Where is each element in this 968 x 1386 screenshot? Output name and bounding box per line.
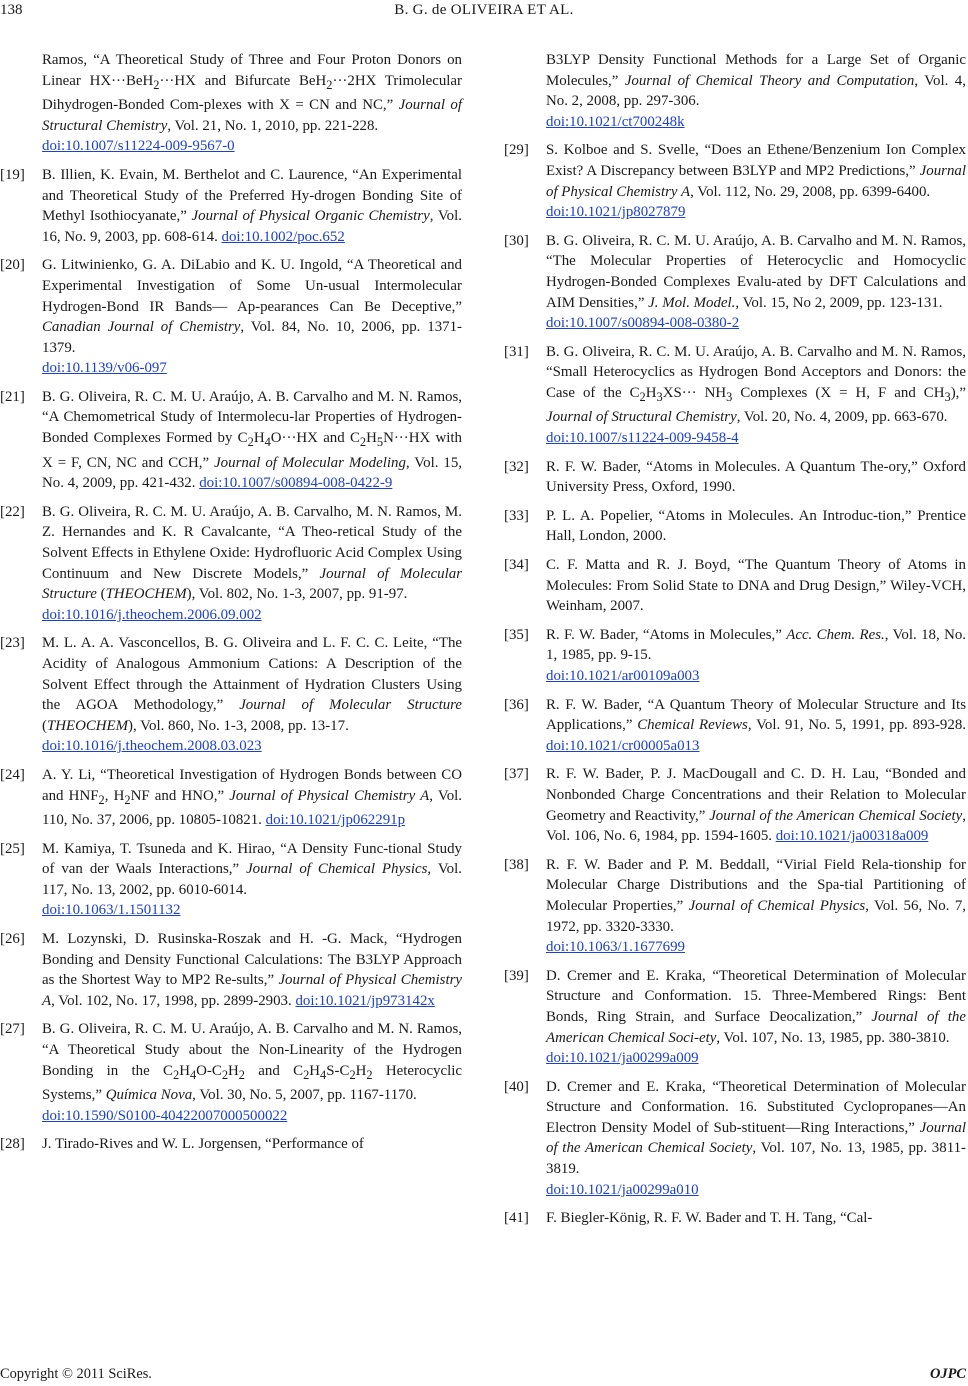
reference-text: P. L. A. Popelier, “Atoms in Molecules. An Introduc-tion,” Prentice Hall, London, 2000. bbox=[546, 507, 966, 545]
reference-item bbox=[0, 765, 462, 831]
reference-item bbox=[504, 625, 966, 687]
reference-continuation: B3LYP Density Functional Methods for a Large Set of Organic Molecules,” Journal of Chemical Theory and Computation, Vol. 4, No. 2, 2008, pp. 297-306. doi:10.1021/ct700248k bbox=[546, 52, 966, 130]
reference-number: [33] bbox=[504, 507, 529, 524]
reference-number: [41] bbox=[504, 1210, 529, 1227]
reference-text: R. F. W. Bader and P. M. Beddall, “Virial Field Rela-tionship for Molecular Charge Distributions and the Spa-tial Partitioning of Molecular Properties,” Journal of Chemical Physics, Vol. 56, No. 7, 1972, pp. 3320-3330. doi:10.1063/1.1677699 bbox=[546, 856, 966, 956]
reference-text: B. G. Oliveira, R. C. M. U. Araújo, A. B. Carvalho and M. N. Ramos, “Small Heterocyclics as Hydrogen Bond Acceptors and Donors: the Case of the $C_2H_3XS\cdot\cdot\cdot NH_3$ Complexes (X = H, F and $CH_3$),” Journal of Structural Chemistry, Vol. 20, No. 4, 2009, pp. 663-670. doi:10.1007/s11224-009-9458-4 bbox=[546, 343, 966, 447]
doi-link[interactable]: doi:10.1007/s00894-008-0422-9 bbox=[199, 475, 393, 492]
reference-number: [36] bbox=[504, 696, 529, 713]
reference-text: G. Litwinienko, G. A. DiLabio and K. U. Ingold, “A Theoretical and Experimental Investigation of Some Un-usual Intermolecular Hydrogen-Bond IR Bands— Ap-pearances Can Be Deceptive,” Canadian Journal of Chemistry, Vol. 84, No. 10, 2006, pp. 1371-1379. doi:10.1139/v06-097 bbox=[42, 257, 462, 377]
reference-item bbox=[0, 255, 462, 379]
reference-item bbox=[504, 855, 966, 958]
reference-number: [32] bbox=[504, 458, 529, 475]
reference-item bbox=[0, 839, 462, 921]
reference-number: [28] bbox=[0, 1136, 25, 1153]
doi-link[interactable]: doi:10.1590/S0100-40422007000500022 bbox=[42, 1107, 288, 1124]
reference-number: [25] bbox=[0, 840, 25, 857]
doi-link[interactable]: doi:10.1007/s11224-009-9458-4 bbox=[546, 430, 739, 447]
reference-text: M. L. A. A. Vasconcellos, B. G. Oliveira and L. F. C. C. Leite, “The Acidity of Analogous Ammonium Cations: A Description of the Solvent Effect through the Attainment of Hydration Clusters Using the AGOA Methodology,” Journal of Molecular Structure (THEOCHEM), Vol. 860, No. 1-3, 2008, pp. 13-17. doi:10.1016/j.theochem.2008.03.023 bbox=[42, 635, 462, 755]
reference-number: [31] bbox=[504, 343, 529, 360]
reference-item bbox=[0, 929, 462, 1011]
reference-number: [37] bbox=[504, 766, 529, 783]
reference-item bbox=[0, 1019, 462, 1126]
page-number: 138 bbox=[0, 2, 23, 18]
doi-link[interactable]: doi:10.1021/ja00318a009 bbox=[775, 828, 929, 845]
reference-item bbox=[0, 387, 462, 494]
reference-number: [29] bbox=[504, 142, 529, 159]
doi-link[interactable]: doi:10.1021/jp8027879 bbox=[546, 204, 686, 221]
reference-text: F. Biegler-König, R. F. W. Bader and T. H. Tang, “Cal- bbox=[546, 1210, 873, 1227]
reference-number: [23] bbox=[0, 635, 25, 652]
doi-link[interactable]: doi:10.1021/jp973142x bbox=[295, 992, 435, 1009]
doi-link[interactable]: doi:10.1063/1.1501132 bbox=[42, 902, 181, 919]
reference-text: J. Tirado-Rives and W. L. Jorgensen, “Performance of bbox=[42, 1136, 364, 1153]
reference-item bbox=[0, 502, 462, 626]
reference-text: B. G. Oliveira, R. C. M. U. Araújo, A. B. Carvalho and M. N. Ramos, “The Molecular Properties of Heterocyclic and Homocyclic Hydrogen-Bonded Complexes Evalu-ated by DFT Calculations and AIM Densities,” J. Mol. Model., Vol. 15, No 2, 2009, pp. 123-131. doi:10.1007/s00894-008-0380-2 bbox=[546, 232, 966, 332]
reference-number: [19] bbox=[0, 166, 25, 183]
reference-continuation: Ramos, “A Theoretical Study of Three and Four Proton Donors on Linear HX···BeH$_2$···HX and Bifurcate BeH$_2$···2HX Trimolecular Dihydrogen-Bonded Com-plexes with X = CN and NC,” Journal of Structural Chemistry, Vol. 21, No. 1, 2010, pp. 221-228. doi:10.1007/s11224-009-9567-0 bbox=[42, 52, 463, 155]
reference-text: R. F. W. Bader, P. J. MacDougall and C. D. H. Lau, “Bonded and Nonbonded Charge Concentrations and their Relation to Molecular Geometry and Reactivity,” Journal of the American Chemical Society, Vol. 106, No. 6, 1984, pp. 1594-1605. doi:10.1021/ja00318a009 bbox=[546, 766, 966, 845]
doi-link[interactable]: doi:10.1063/1.1677699 bbox=[546, 939, 685, 956]
page-header bbox=[0, 0, 968, 30]
doi-link[interactable]: doi:10.1139/v06-097 bbox=[42, 360, 167, 377]
doi-link[interactable]: doi:10.1016/j.theochem.2006.09.002 bbox=[42, 606, 262, 623]
doi-link[interactable]: doi:10.1021/ar00109a003 bbox=[546, 668, 700, 684]
copyright: Copyright © 2011 SciRes. bbox=[0, 1366, 152, 1382]
right-column bbox=[504, 50, 966, 1237]
doi-link[interactable]: doi:10.1021/ja00299a010 bbox=[546, 1181, 699, 1198]
reference-item bbox=[504, 695, 966, 757]
reference-text: B. G. Oliveira, R. C. M. U. Araújo, A. B. Carvalho and M. N. Ramos, “A Theoretical Study about the Non-Linearity of the Hydrogen Bonding in the $C_2H_4O-C_2H_2$ and $C_2H_4S-C_2H_2$ Heterocyclic Systems,” Química Nova, Vol. 30, No. 5, 2007, pp. 1167-1170. doi:10.1590/S0100-40422007000500022 bbox=[42, 1021, 462, 1124]
doi-link[interactable]: doi:10.1021/jp062291p bbox=[265, 812, 406, 829]
reference-item bbox=[504, 1208, 966, 1229]
reference-item bbox=[0, 165, 462, 247]
reference-item bbox=[504, 764, 966, 846]
reference-number: [24] bbox=[0, 766, 25, 783]
reference-text: R. F. W. Bader, “A Quantum Theory of Molecular Structure and Its Applications,” Chemical Reviews, Vol. 91, No. 5, 1991, pp. 893-928. doi:10.1021/cr00005a013 bbox=[546, 696, 966, 754]
reference-item bbox=[504, 555, 966, 617]
reference-number: [27] bbox=[0, 1021, 25, 1038]
left-column bbox=[0, 50, 462, 1163]
reference-text: D. Cremer and E. Kraka, “Theoretical Determination of Molecular Structure and Conformation. 16. Substituted Cyclopropanes―An Electron Density Model of Sub-stituent―Ring Interactions,” Journal of the American Chemical Society, Vol. 107, No. 13, 1985, pp. 3811-3819. doi:10.1021/ja00299a010 bbox=[546, 1078, 966, 1198]
reference-number: [35] bbox=[504, 626, 529, 643]
reference-number: [22] bbox=[0, 503, 25, 520]
reference-item bbox=[0, 633, 462, 757]
running-head: B. G. de OLIVEIRA ET AL. bbox=[394, 2, 574, 18]
doi-link[interactable]: doi:10.1021/ct700248k bbox=[546, 113, 685, 130]
reference-item bbox=[504, 140, 966, 222]
reference-item bbox=[504, 342, 966, 449]
reference-text: M. Kamiya, T. Tsuneda and K. Hirao, “A Density Func-tional Study of van der Waals Interactions,” Journal of Chemical Physics, Vol. 117, No. 13, 2002, pp. 6010-6014. doi:10.1063/1.1501132 bbox=[42, 840, 462, 919]
journal-abbrev: OJPC bbox=[930, 1366, 966, 1382]
doi-link[interactable]: doi:10.1016/j.theochem.2008.03.023 bbox=[42, 738, 262, 755]
reference-item bbox=[504, 457, 966, 498]
reference-item bbox=[0, 1134, 462, 1155]
doi-link[interactable]: doi:10.1007/s00894-008-0380-2 bbox=[546, 315, 740, 332]
reference-number: [21] bbox=[0, 388, 25, 405]
reference-text: C. F. Matta and R. J. Boyd, “The Quantum Theory of Atoms in Molecules: From Solid State to DNA and Drug Design,” Wiley-VCH, Weinham, 2007. bbox=[546, 557, 966, 615]
reference-number: [39] bbox=[504, 967, 529, 984]
reference-number: [34] bbox=[504, 557, 529, 574]
reference-text: R. F. W. Bader, “Atoms in Molecules,” Acc. Chem. Res., Vol. 18, No. 1, 1985, pp. 9-15. doi:10.1021/ar00109a003 bbox=[546, 626, 967, 684]
reference-text: D. Cremer and E. Kraka, “Theoretical Determination of Molecular Structure and Conformation. 15. Three-Membered Rings: Bent Bonds, Ring Strain, and Surface Deocalization,” Journal of the American Chemical Soci-ety, Vol. 107, No. 13, 1985, pp. 380-3810. doi:10.1021/ja00299a009 bbox=[546, 967, 966, 1067]
reference-item bbox=[504, 506, 966, 547]
doi-link[interactable]: doi:10.1021/cr00005a013 bbox=[546, 737, 700, 754]
reference-text: M. Lozynski, D. Rusinska-Roszak and H. -G. Mack, “Hydrogen Bonding and Density Functional Calculations: The B3LYP Approach as the Shortest Way to MP2 Re-sults,” Journal of Physical Chemistry A, Vol. 102, No. 17, 1998, pp. 2899-2903. doi:10.1021/jp973142x bbox=[42, 931, 462, 1009]
reference-item bbox=[504, 966, 966, 1069]
reference-text: B. Illien, K. Evain, M. Berthelot and C. Laurence, “An Experimental and Theoretical Study of the Preferred Hy-drogen Bonding Site of Methyl Isothiocyanate,” Journal of Physical Organic Chemistry, Vol. 16, No. 9, 2003, pp. 608-614. doi:10.1002/poc.652 bbox=[42, 166, 462, 245]
reference-item bbox=[504, 231, 966, 334]
reference-text: B. G. Oliveira, R. C. M. U. Araújo, A. B. Carvalho and M. N. Ramos, “A Chemometrical Study of Intermolecu-lar Properties of Hydrogen-Bonded Complexes Formed by $C_2H_4O\cdot\cdot\cdot HX$ and $C_2H_5N\cdot\cdot\cdot HX$ with X = F, CN, NC and CCH,” Journal of Molecular Modeling, Vol. 15, No. 4, 2009, pp. 421-432. doi:10.1007/s00894-008-0422-9 bbox=[42, 388, 462, 492]
reference-text: A. Y. Li, “Theoretical Investigation of Hydrogen Bonds between CO and $HNF_2$, $H_2NF$ and HNO,” Journal of Physical Chemistry A, Vol. 110, No. 37, 2006, pp. 10805-10821. doi:10.1021/jp062291p bbox=[42, 766, 462, 829]
doi-link[interactable]: doi:10.1007/s11224-009-9567-0 bbox=[42, 138, 235, 155]
doi-link[interactable]: doi:10.1021/ja00299a009 bbox=[546, 1050, 699, 1067]
reference-text: R. F. W. Bader, “Atoms in Molecules. A Quantum The-ory,” Oxford University Press, Oxford, 1990. bbox=[546, 458, 966, 496]
reference-number: [26] bbox=[0, 931, 25, 948]
reference-number: [20] bbox=[0, 257, 25, 274]
reference-text: S. Kolboe and S. Svelle, “Does an Ethene/Benzenium Ion Complex Exist? A Discrepancy between B3LYP and MP2 Predictions,” Journal of Physical Chemistry A, Vol. 112, No. 29, 2008, pp. 6399-6400. doi:10.1021/jp8027879 bbox=[546, 142, 966, 221]
reference-number: [38] bbox=[504, 856, 529, 873]
doi-link[interactable]: doi:10.1002/poc.652 bbox=[221, 228, 345, 245]
reference-number: [40] bbox=[504, 1078, 529, 1095]
reference-text: B. G. Oliveira, R. C. M. U. Araújo, A. B. Carvalho, M. N. Ramos, M. Z. Hernandes and K. R Cavalcante, “A Theo-retical Study of the Solvent Effects in Ethylene Oxide: Hydrofluoric Acid Complex Using Continuum and New Discrete Models,” Journal of Molecular Structure (THEOCHEM), Vol. 802, No. 1-3, 2007, pp. 91-97. doi:10.1016/j.theochem.2006.09.002 bbox=[42, 503, 462, 623]
reference-number: [30] bbox=[504, 232, 529, 249]
reference-item bbox=[504, 1077, 966, 1201]
